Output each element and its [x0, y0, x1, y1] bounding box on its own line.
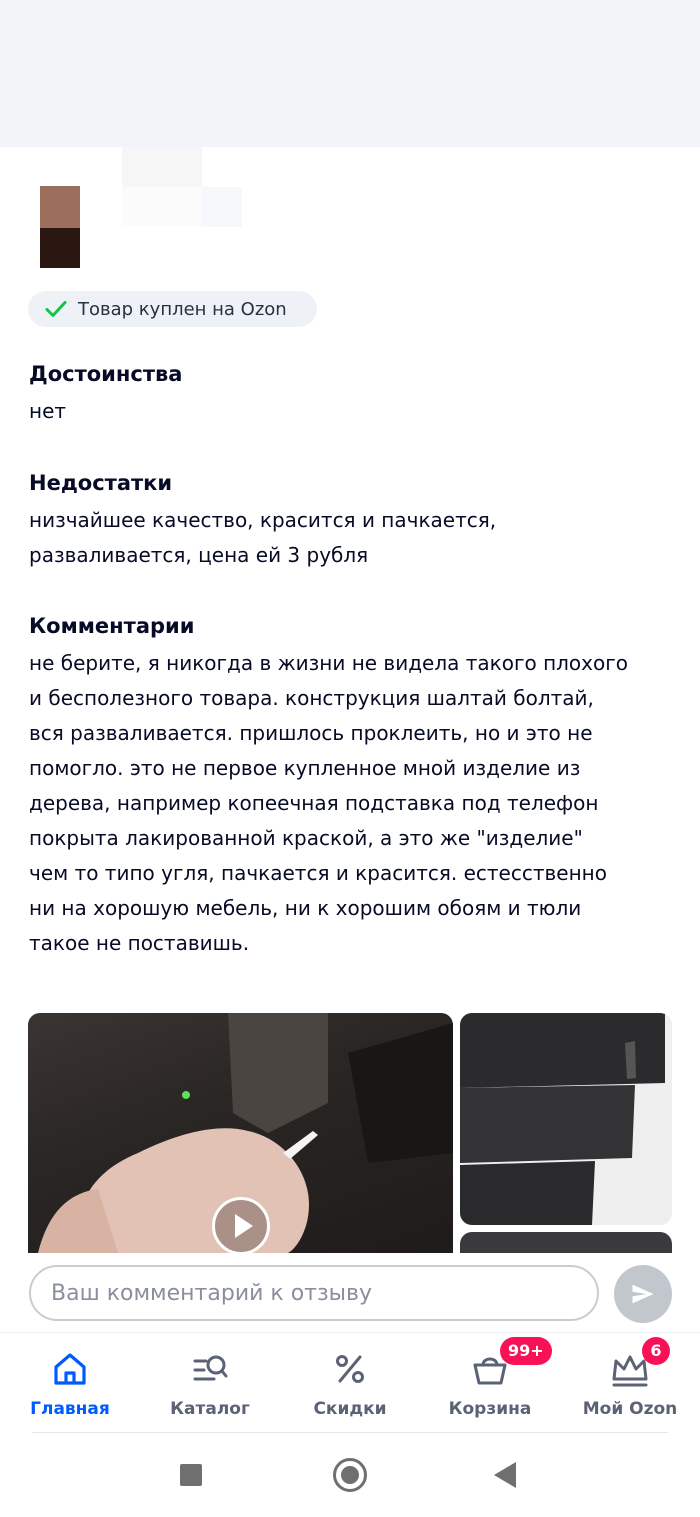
home-system-icon[interactable] — [333, 1458, 367, 1492]
send-icon — [629, 1280, 657, 1308]
tab-label: Мой Ozon — [582, 1399, 678, 1419]
cons-text-line: разваливается, цена ей 3 рубля — [29, 543, 369, 567]
comment-text-line: ни на хорошую мебель, ни к хорошим обоям и тюли — [29, 896, 582, 920]
pros-text: нет — [29, 399, 67, 423]
rating-blurred — [202, 187, 242, 227]
percent-icon — [330, 1349, 370, 1389]
author-name-blurred-2 — [122, 187, 202, 227]
tab-cart[interactable] — [420, 1333, 560, 1433]
catalog-search-icon — [190, 1349, 230, 1389]
comments-title: Комментарии — [29, 614, 195, 638]
cons-section — [29, 471, 679, 573]
tab-home[interactable] — [0, 1333, 140, 1433]
recent-apps-icon[interactable] — [180, 1464, 202, 1486]
header-area — [0, 0, 700, 147]
purchase-badge-label: Товар куплен на Ozon — [78, 298, 287, 320]
tab-catalog[interactable] — [140, 1333, 280, 1433]
profile-counter-badge: 6 — [642, 1337, 670, 1365]
home-icon — [50, 1349, 90, 1389]
play-icon — [215, 1200, 267, 1252]
comments-section — [29, 614, 679, 961]
review-photo[interactable] — [460, 1013, 672, 1225]
tab-label: Корзина — [448, 1399, 532, 1419]
avatar[interactable] — [40, 186, 80, 228]
tab-label: Каталог — [170, 1399, 250, 1419]
tab-label: Скидки — [313, 1399, 387, 1419]
checkmark-icon — [44, 297, 68, 321]
comment-text-line: дерева, например копеечная подставка под телефон — [29, 791, 599, 815]
tab-discounts[interactable] — [280, 1333, 420, 1433]
avatar-lower — [40, 228, 80, 268]
bottom-tab-bar — [0, 1332, 700, 1433]
comment-text-line: такое не поставишь. — [29, 931, 250, 955]
photo-thumbnail — [460, 1013, 672, 1225]
play-button[interactable] — [212, 1197, 270, 1255]
pros-title: Достоинства — [29, 362, 183, 386]
comment-input[interactable] — [29, 1265, 599, 1321]
purchase-badge — [28, 291, 317, 327]
review-photo-2[interactable] — [460, 1232, 672, 1253]
pros-section — [29, 362, 679, 429]
comment-text-line: помогло. это не первое купленное мной изделие из — [29, 756, 581, 780]
comment-text-line: покрыта лакированной краской, а это же "изделие" — [29, 826, 583, 850]
cons-title: Недостатки — [29, 471, 173, 495]
comment-text-line: вся разваливается. пришлось проклеить, но и это не — [29, 721, 593, 745]
cart-counter-badge: 99+ — [500, 1337, 552, 1365]
comment-text-line: не берите, я никогда в жизни не видела такого плохого — [29, 651, 628, 675]
back-icon[interactable] — [494, 1462, 516, 1488]
cons-text-line: низчайшее качество, красится и пачкается, — [29, 508, 497, 532]
tab-my-ozon[interactable] — [560, 1333, 700, 1433]
tab-label: Главная — [30, 1399, 110, 1419]
comment-text-line: и бесполезного товара. конструкция шалтай болтай, — [29, 686, 594, 710]
author-name-blurred — [122, 147, 202, 187]
send-button[interactable] — [614, 1265, 672, 1323]
comment-text-line: чем то типо угля, пачкается и красится. естесственно — [29, 861, 607, 885]
